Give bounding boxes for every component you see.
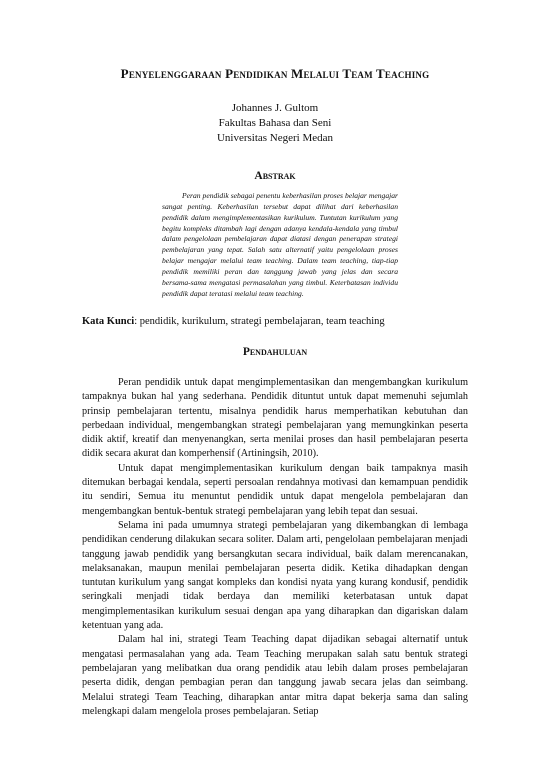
author-block <box>0 101 550 146</box>
abstract-heading: Abstrak <box>254 170 296 182</box>
section-body <box>82 376 468 719</box>
paper-title: Penyelenggaraan Pendidikan Melalui Team Teaching <box>120 66 430 81</box>
section-heading: Pendahuluan <box>242 346 308 358</box>
author-university: Universitas Negeri Medan <box>216 132 334 144</box>
paragraph: Dalam hal ini, strategi Team Teaching dapat dijadikan sebagai alternatif untuk mengatasi permasalahan yang ada. Team Teaching merupakan salah satu bentuk strategi pembelajaran yang melibatkan dua orang pendidik atau lebih dalam proses pembelajaran peserta didik, dengan pembagian peran dan tanggung jawab secara jelas dan seimbang. Melalui strategi Team Teaching, diharapkan antar mitra dapat bekerja sama dan saling melengkapi dalam mengelola proses pembelajaran. Setiap <box>82 634 468 717</box>
keywords-label: Kata Kunci <box>82 316 135 327</box>
keywords-text: : pendidik, kurikulum, strategi pembelajaran, team teaching <box>134 316 385 327</box>
author-faculty: Fakultas Bahasa dan Seni <box>218 117 332 129</box>
keywords-line <box>82 316 482 327</box>
paragraph: Selama ini pada umumnya strategi pembelajaran yang dikembangkan di lembaga pendidikan cenderung dilakukan secara soliter. Dalam arti, pengelolaan pembelajaran menjadi tanggung jawab pendidik yang bersangkutan secara individual, baik dalam merencanakan, melaksanakan, maupun menilai pembelajaran peserta didik. Ketika dihadapkan dengan tuntutan kurikulum yang sangat kompleks dan kondisi nyata yang kurang kondusif, pendidik seringkali menjadi tidak berdaya dan memiliki keterbatasan untuk dapat mengimplementasikan kurikulum sesuai dengan apa yang diharapkan dan digariskan dalam ketentuan yang ada. <box>82 519 468 632</box>
abstract-text: Peran pendidik sebagai penentu keberhasilan proses belajar mengajar sangat penting. Keberhasilan tersebut dapat dilihat dari keberhasilan pendidik dalam mengimplementasikan kurikulum. Tuntutan kurikulum yang begitu kompleks ditambah lagi dengan adanya kendala-kendala yang timbul dalam pengelolaan pembelajaran dapat diatasi dengan penerapan strategi pembelajaran yang tepat. Salah satu alternatif yaitu pengelolaan proses belajar mengajar melalui team teaching. Dalam team teaching, tiap-tiap pendidik memiliki peran dan tanggung jawab yang jelas dan secara bersama-sama mengatasi permasalahan yang timbul. Keterbatasan individu pendidik dapat teratasi melalui team teaching. <box>162 191 398 298</box>
paragraph: Untuk dapat mengimplementasikan kurikulum dengan baik tampaknya masih ditemukan berbagai kendala, seperti persoalan rendahnya motivasi dan kemampuan pendidik itu sendiri, Semua itu menuntut pendidik untuk dapat mengelola pembelajaran dan mengembangkan bentuk-bentuk strategi pembelajaran yang lebih tepat dan sesuai. <box>82 462 468 517</box>
paragraph: Peran pendidik untuk dapat mengimplementasikan dan mengembangkan kurikulum tampaknya bukan hal yang sederhana. Pendidik dituntut untuk dapat memenuhi sejumlah prinsip pembelajaran tertentu, misalnya pendidik harus memperhatikan kebutuhan dan perbedaan individual, mengembangkan strategi pembelajaran yang memungkinkan peserta didik aktif, kreatif dan menyenangkan, serta menilai proses dan hasil pembelajaran peserta didik secara akurat dan komperhensif (Artiningsih, 2010). <box>82 377 468 460</box>
author-name: Johannes J. Gultom <box>231 102 319 114</box>
